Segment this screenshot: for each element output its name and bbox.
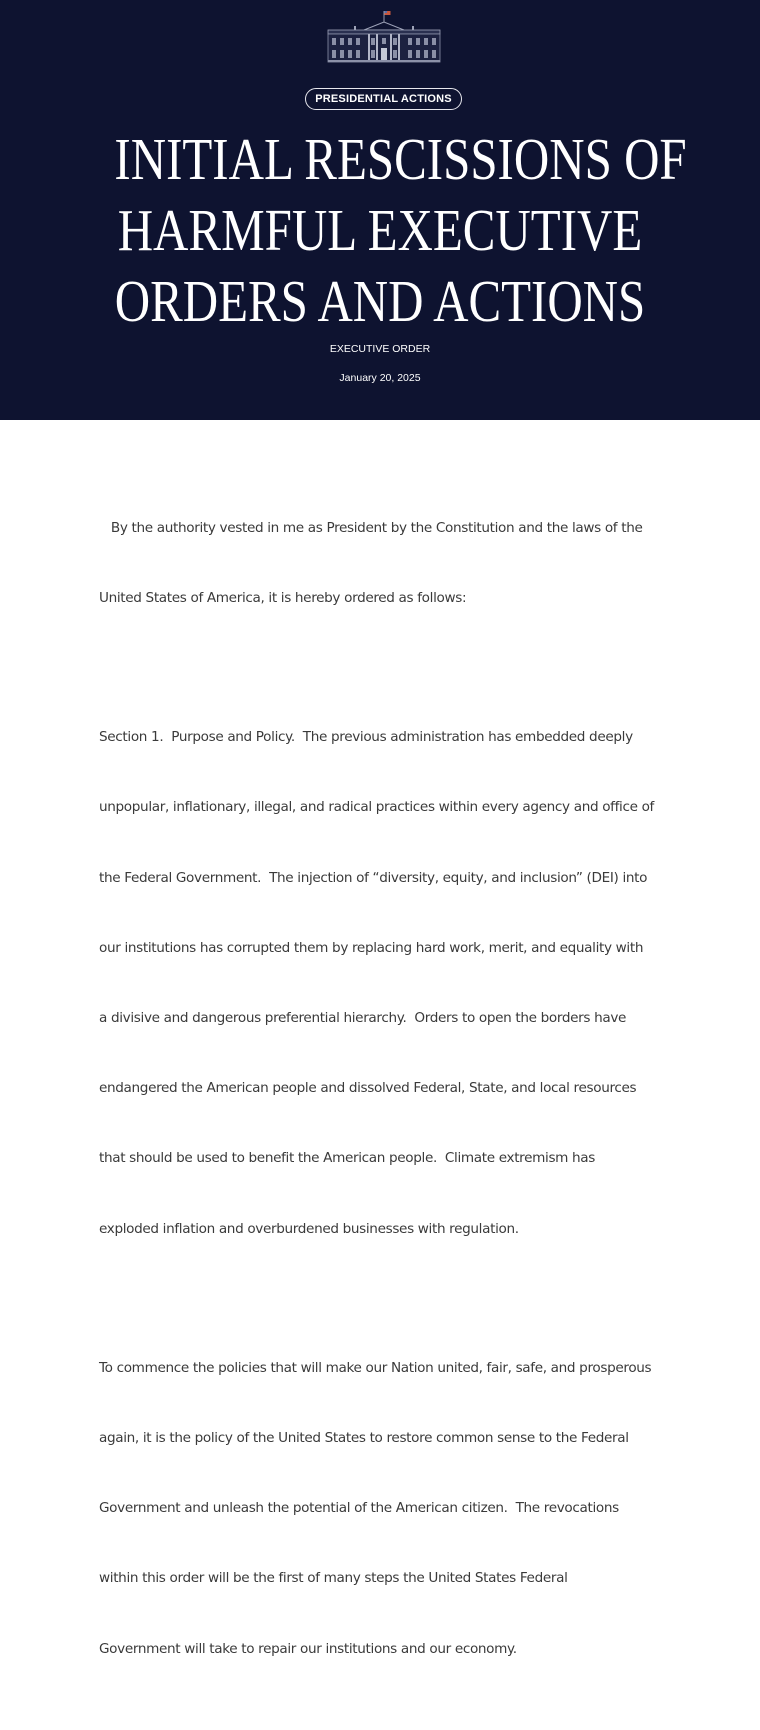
text-line: our institutions has corrupted them by replacing hard work, merit, and equality with <box>99 939 644 956</box>
text-line: unpopular, inflationary, illegal, and radical practices within every agency and office of <box>99 799 654 816</box>
text-line: a divisive and dangerous preferential hierarchy. Orders to open the borders have <box>99 1009 627 1026</box>
paragraph-policy <box>99 1310 679 1708</box>
text-line: Section 1. Purpose and Policy. The previous administration has embedded deeply <box>99 729 633 746</box>
category-pill[interactable]: PRESIDENTIAL ACTIONS <box>305 88 462 110</box>
text-line: Government and unleash the potential of the American citizen. The revocations <box>99 1500 619 1517</box>
text-line: again, it is the policy of the United States to restore common sense to the Federal <box>99 1429 629 1446</box>
page-title <box>114 124 687 337</box>
text-line: United States of America, it is hereby ordered as follows: <box>99 590 467 607</box>
publish-date: January 20, 2025 <box>339 372 421 384</box>
white-house-icon[interactable] <box>326 8 442 64</box>
text-line: endangered the American people and dissolved Federal, State, and local resources <box>99 1080 637 1097</box>
text-line: that should be used to benefit the American people. Climate extremism has <box>99 1150 596 1167</box>
text-line: exploded inflation and overburdened businesses with regulation. <box>99 1220 519 1237</box>
document-type[interactable]: EXECUTIVE ORDER <box>329 343 431 355</box>
article-body <box>99 470 679 1730</box>
text-line: within this order will be the first of many steps the United States Federal <box>99 1570 568 1587</box>
text-line: the Federal Government. The injection of “diversity, equity, and inclusion” (DEI) into <box>99 869 648 886</box>
text-line: Government will take to repair our institutions and our economy. <box>99 1640 517 1657</box>
paragraph-preamble <box>99 470 679 657</box>
paragraph-section-1 <box>99 679 679 1288</box>
text-line: To commence the policies that will make our Nation united, fair, safe, and prosperous <box>99 1359 652 1376</box>
hero-header <box>0 0 760 420</box>
title-line: HARMFUL EXECUTIVE <box>117 197 643 263</box>
title-line: ORDERS AND ACTIONS <box>114 268 646 334</box>
title-line: INITIAL RESCISSIONS OF <box>114 126 687 192</box>
text-line: By the authority vested in me as President by the Constitution and the laws of the <box>99 519 643 536</box>
